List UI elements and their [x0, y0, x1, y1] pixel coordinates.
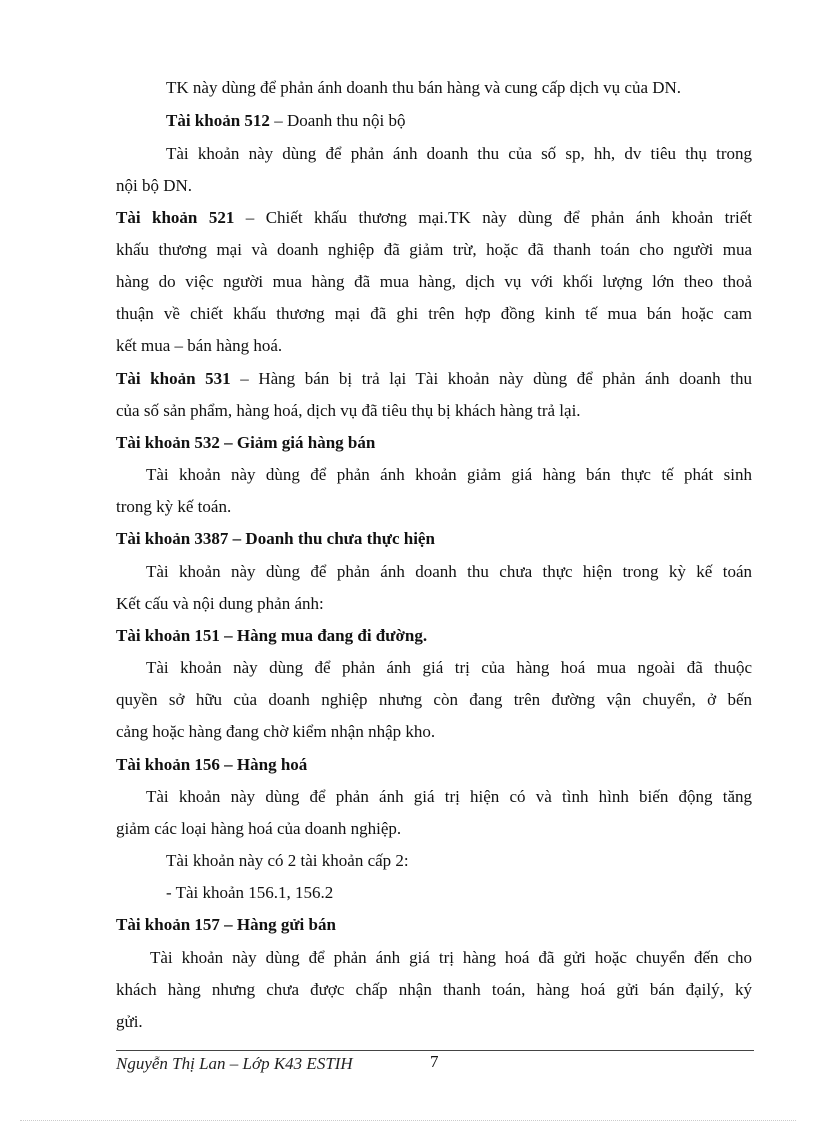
paragraph-line: giảm các loại hàng hoá của doanh nghiệp. [116, 819, 402, 838]
heading-156: Tài khoản 156 – Hàng hoá [116, 755, 308, 774]
paragraph-line: Tài khoản này dùng để phản ánh giá trị của hàng hoá mua ngoài đã thuộc [146, 658, 752, 677]
paragraph-line: quyền sở hữu của doanh nghiệp nhưng còn đang trên đường vận chuyển, ở bến [116, 690, 752, 709]
heading-151: Tài khoản 151 – Hàng mua đang đi đường. [116, 626, 428, 645]
footer-divider [116, 1050, 754, 1051]
paragraph-line: cảng hoặc hàng đang chờ kiểm nhận nhập kho. [116, 722, 436, 741]
paragraph-line: nội bộ DN. [116, 176, 193, 195]
heading-532: Tài khoản 532 – Giảm giá hàng bán [116, 433, 376, 452]
paragraph-line: Tài khoản này dùng để phản ánh doanh thu của số sp, hh, dv tiêu thụ trong [166, 144, 752, 163]
heading-531 [116, 368, 752, 390]
heading-rest: – Chiết khấu thương mại.TK này dùng để phản ánh khoản triết [234, 208, 752, 227]
heading-rest: – Hàng bán bị trả lại Tài khoản này dùng để phản ánh doanh thu [230, 369, 752, 388]
paragraph-line: thuận về chiết khấu thương mại đã ghi trên hợp đồng kinh tế mua bán hoặc cam [116, 304, 752, 323]
paragraph-line: hàng do việc người mua hàng đã mua hàng, dịch vụ với khối lượng lớn theo thoả [116, 272, 752, 291]
heading-157: Tài khoản 157 – Hàng gửi bán [116, 915, 336, 934]
paragraph-line: gửi. [116, 1012, 143, 1031]
heading-521 [116, 207, 752, 229]
paragraph-line: Tài khoản này có 2 tài khoản cấp 2: [166, 851, 409, 870]
heading-bold: Tài khoản 531 [116, 369, 231, 388]
paragraph-line: khách hàng nhưng chưa được chấp nhận thanh toán, hàng hoá gửi bán đạilý, ký [116, 980, 752, 999]
paragraph-line: Tài khoản này dùng để phản ánh giá trị hiện có và tình hình biến động tăng [146, 787, 752, 806]
paragraph-line: Tài khoản này dùng để phản ánh doanh thu chưa thực hiện trong kỳ kế toán [146, 562, 752, 581]
paragraph-line: - Tài khoản 156.1, 156.2 [166, 883, 334, 902]
paragraph-line: của số sản phẩm, hàng hoá, dịch vụ đã tiêu thụ bị khách hàng trả lại. [116, 401, 581, 420]
heading-512 [166, 110, 405, 132]
heading-bold: Tài khoản 521 [116, 208, 235, 227]
heading-bold: Tài khoản 512 [166, 111, 270, 130]
paragraph-line: TK này dùng để phản ánh doanh thu bán hàng và cung cấp dịch vụ của DN. [166, 78, 682, 97]
paragraph-line: Tài khoản này dùng để phản ánh giá trị hàng hoá đã gửi hoặc chuyển đến cho [150, 948, 752, 967]
paragraph-line: Tài khoản này dùng để phản ánh khoản giảm giá hàng bán thực tế phát sinh [146, 465, 752, 484]
footer-author: Nguyễn Thị Lan – Lớp K43 ESTIH [116, 1054, 353, 1073]
heading-3387: Tài khoản 3387 – Doanh thu chưa thực hiện [116, 529, 435, 548]
paragraph-line: Kết cấu và nội dung phản ánh: [116, 594, 324, 613]
paragraph-line: kết mua – bán hàng hoá. [116, 336, 283, 355]
paragraph-line: trong kỳ kế toán. [116, 497, 232, 516]
page-number: 7 [430, 1052, 439, 1071]
page-edge-divider [20, 1120, 796, 1121]
heading-rest: – Doanh thu nội bộ [269, 111, 406, 130]
paragraph-line: khấu thương mại và doanh nghiệp đã giảm trừ, hoặc đã thanh toán cho người mua [116, 240, 752, 259]
